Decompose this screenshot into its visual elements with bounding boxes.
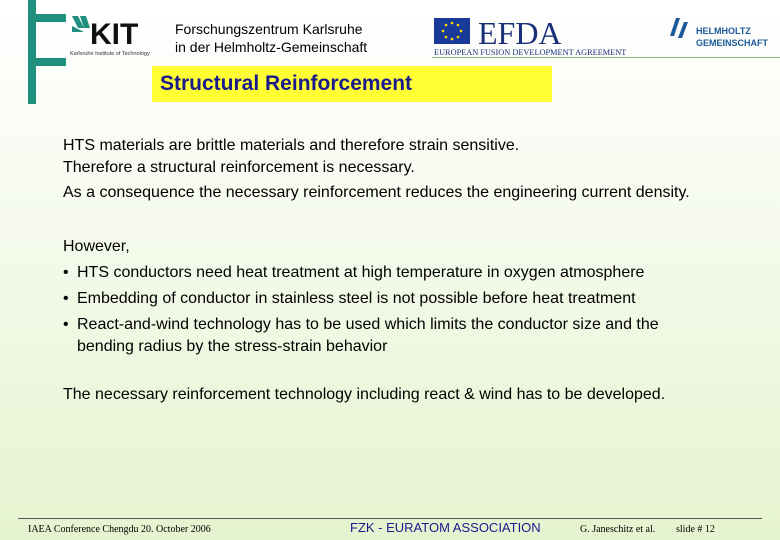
footer-slide-number: slide # 12 [676, 524, 715, 535]
bullet-item [63, 288, 636, 310]
institution-line2: in der Helmholtz-Gemeinschaft [175, 39, 368, 55]
institution-line1: Forschungszentrum Karlsruhe [175, 21, 363, 37]
bullet-text: bending radius by the stress-strain behavior [77, 338, 388, 355]
helmholtz-line2: GEMEINSCHAFT [696, 38, 768, 48]
bullet-dot-icon: • [63, 290, 69, 307]
kit-logo [68, 12, 160, 58]
corner-bracket-middle [28, 58, 66, 66]
however-text: However, [63, 238, 130, 255]
conclusion-text: The necessary reinforcement technology including react & wind has to be developed. [63, 386, 666, 403]
helmholtz-line1: HELMHOLTZ [696, 26, 751, 36]
efda-logo-subtext: EUROPEAN FUSION DEVELOPMENT AGREEMENT [434, 48, 627, 57]
bullet-continuation [77, 336, 387, 358]
bullet-item [63, 262, 644, 284]
efda-logo-text: EFDA [478, 15, 562, 51]
bullet-item [63, 314, 659, 336]
slide-title: Structural Reinforcement [160, 72, 413, 95]
institution-name [175, 20, 367, 56]
kit-logo-subtext: Karlsruhe Institute of Technology [70, 51, 150, 57]
footer-divider [18, 518, 762, 519]
intro-line-3: As a consequence the necessary reinforcement reduces the engineering current density. [63, 184, 690, 201]
bullet-text: React-and-wind technology has to be used which limits the conductor size and the [77, 316, 659, 333]
efda-logo [432, 14, 657, 58]
header-divider [432, 57, 780, 58]
bullet-text: Embedding of conductor in stainless steel is not possible before heat treatment [77, 290, 636, 307]
kit-logo-text: KIT [90, 18, 139, 51]
bullet-dot-icon: • [63, 316, 69, 333]
footer-conference: IAEA Conference Chengdu 20. October 2006 [28, 524, 211, 535]
helmholtz-logo [668, 14, 780, 54]
bullet-dot-icon: • [63, 264, 69, 281]
intro-line-2: Therefore a structural reinforcement is necessary. [63, 159, 415, 176]
slide-title-box [152, 66, 552, 102]
footer-association: FZK - EURATOM ASSOCIATION [350, 520, 541, 535]
footer-author: G. Janeschitz et al. [580, 524, 656, 535]
corner-bracket-top [28, 14, 66, 22]
intro-line-1: HTS materials are brittle materials and therefore strain sensitive. [63, 137, 520, 154]
bullet-text: HTS conductors need heat treatment at high temperature in oxygen atmosphere [77, 264, 645, 281]
